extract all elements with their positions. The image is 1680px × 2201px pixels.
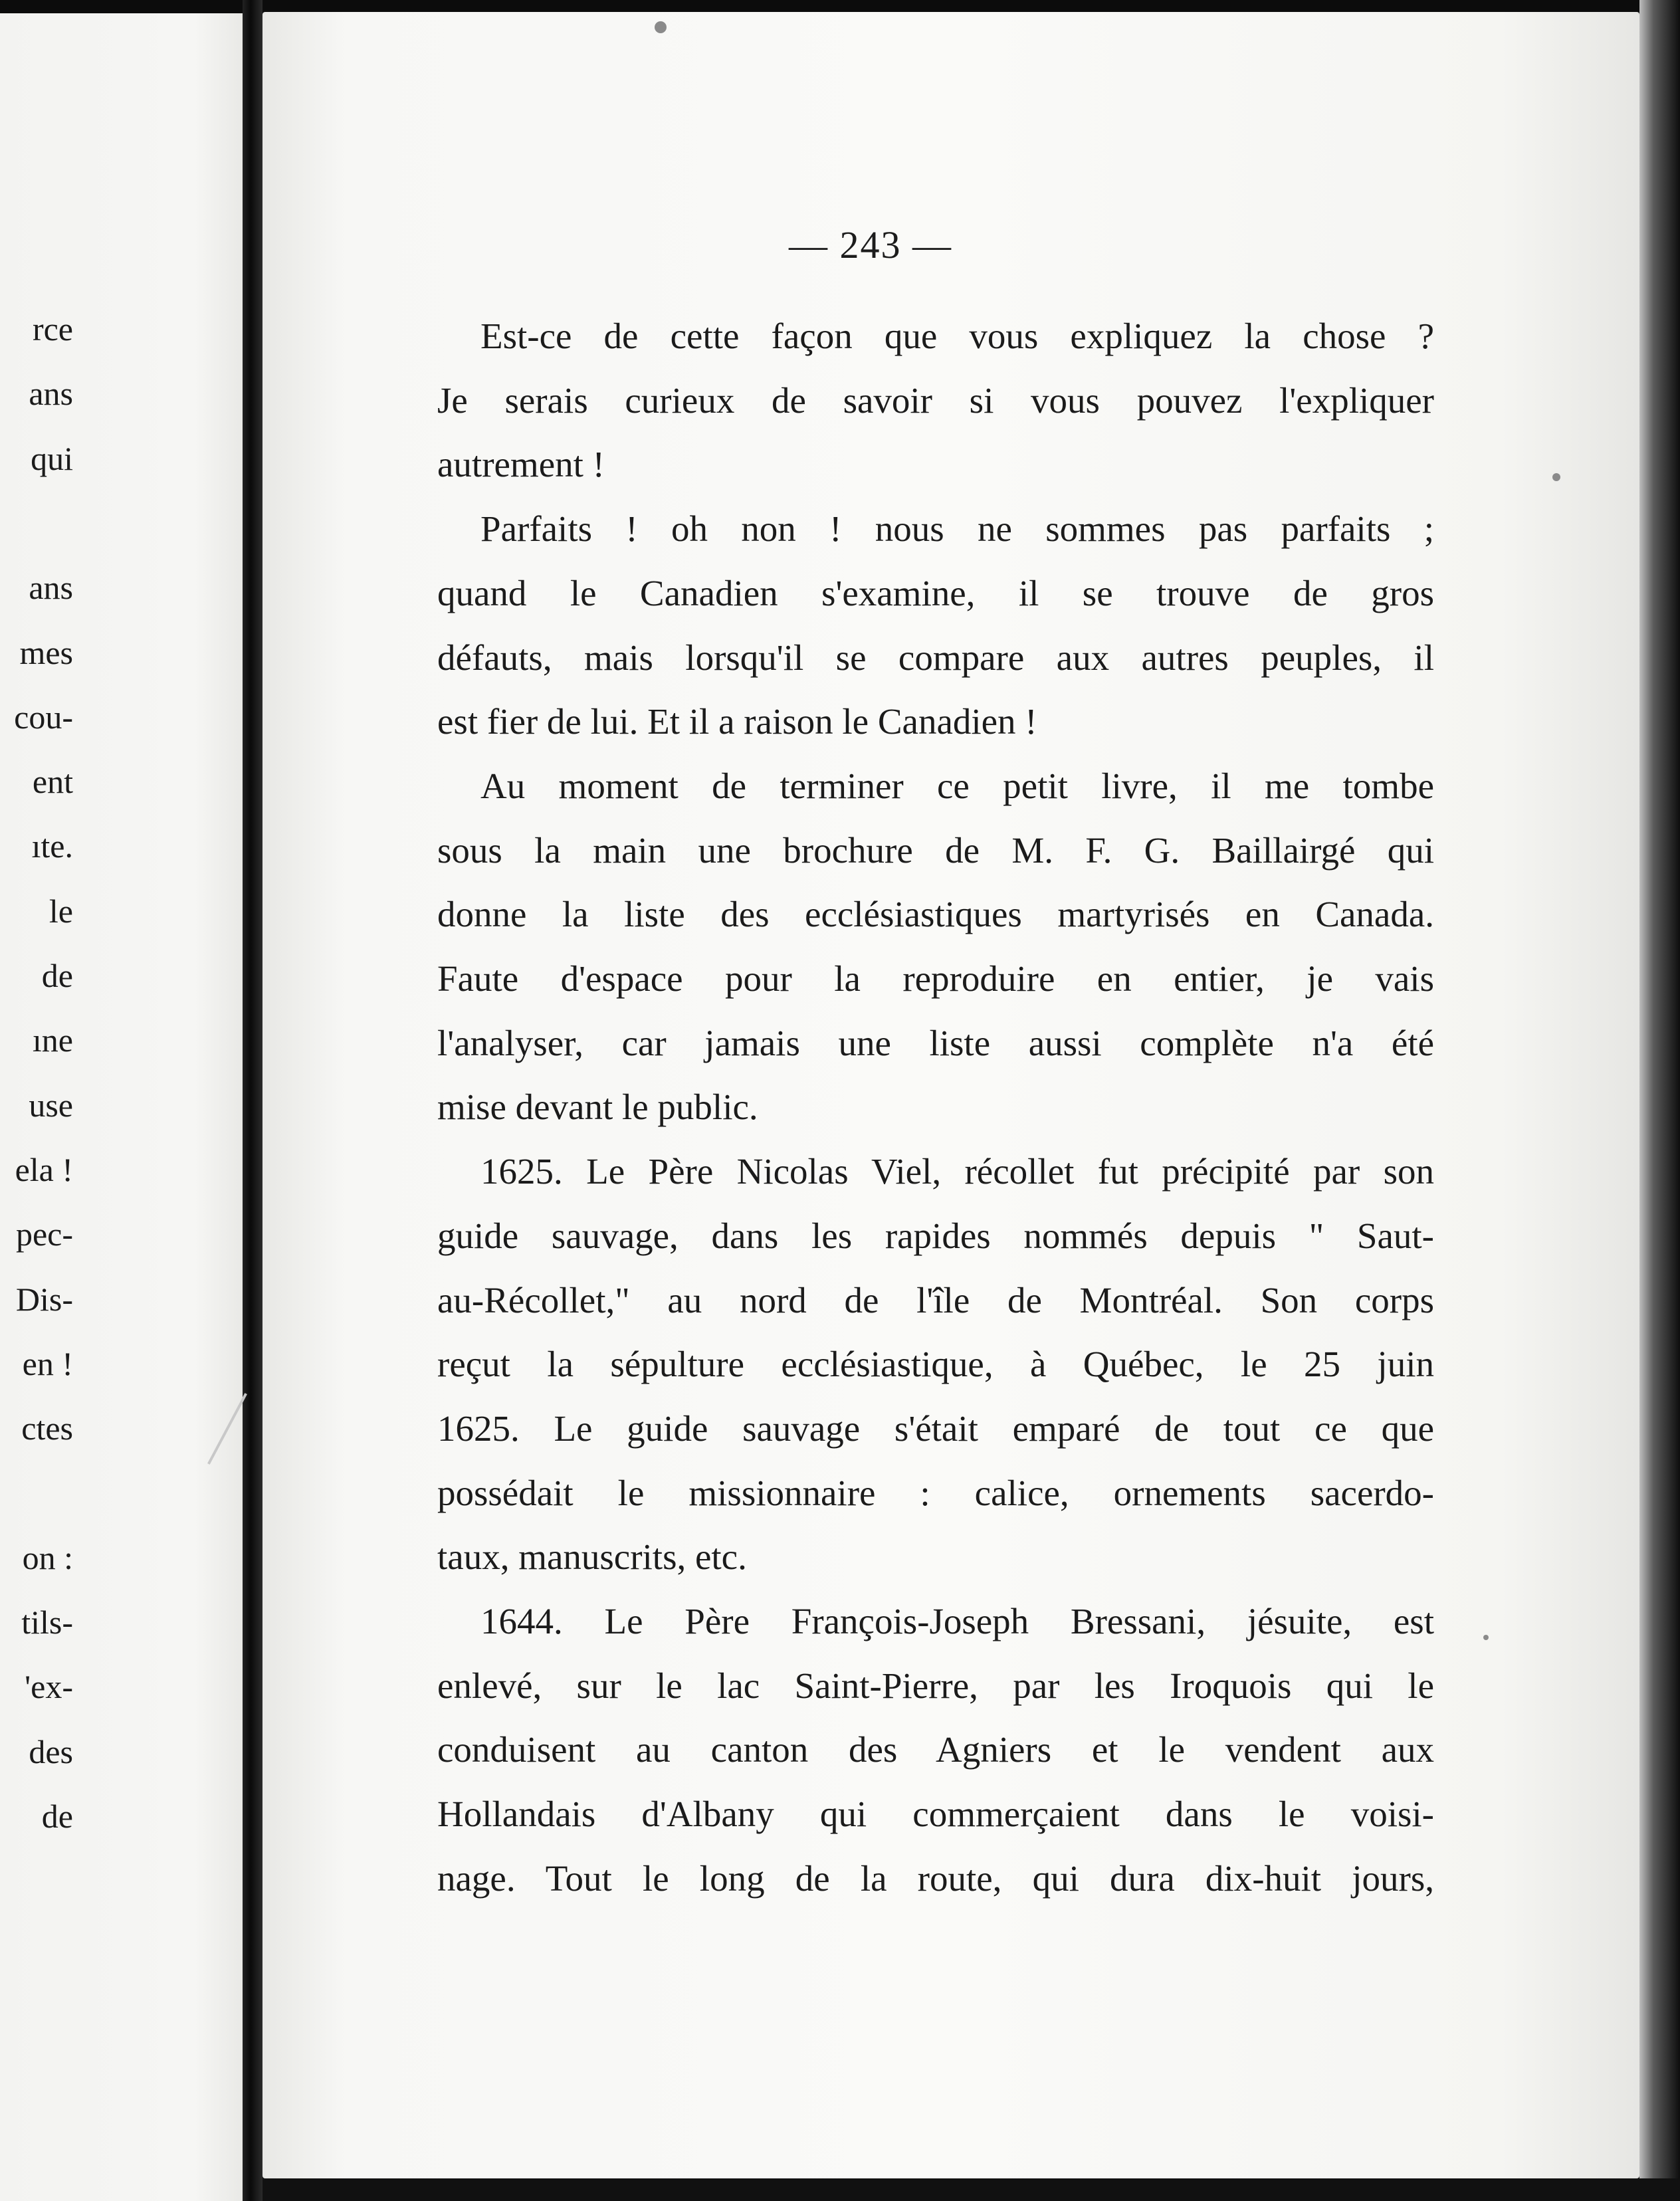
text-line: Est-ce de cette façon que vous expliquez la chose ? <box>480 316 1434 356</box>
text-line: est fier de lui. Et il a raison le Canadien ! <box>437 701 1037 742</box>
text-line: Faute d'espace pour la reproduire en entier, je vais <box>437 958 1434 999</box>
scan-speck <box>1552 473 1560 481</box>
left-page-line-fragment: rce <box>32 310 73 348</box>
left-page-line-fragment: ıne <box>32 1021 73 1059</box>
page-number: — 243 — <box>789 223 952 266</box>
left-page-line-fragment: de <box>41 1797 73 1835</box>
left-page-line-fragment: ctes <box>21 1410 73 1447</box>
left-page-line-fragment: le <box>49 892 73 930</box>
left-page-line-fragment: qui <box>31 439 73 477</box>
paragraph <box>437 497 1434 754</box>
page-body-text <box>437 304 1434 1911</box>
text-line: sous la main une brochure de M. F. G. Baillairgé qui <box>437 829 1434 871</box>
text-line: défauts, mais lorsqu'il se compare aux autres peuples, il <box>437 637 1434 678</box>
left-page-line-fragment: cou- <box>14 698 73 736</box>
scan-speck <box>1483 1635 1489 1640</box>
scan-speck <box>655 21 667 33</box>
paragraph <box>437 1590 1434 1911</box>
text-line: 1625. Le guide sauvage s'était emparé de tout ce que <box>437 1408 1434 1449</box>
paragraph <box>437 304 1434 497</box>
text-line: possédait le missionnaire : calice, ornements sacerdo- <box>437 1472 1434 1513</box>
left-page-line-fragment: ans <box>29 375 73 413</box>
left-page-line-fragment: pec- <box>15 1215 73 1253</box>
text-line: guide sauvage, dans les rapides nommés depuis " Saut- <box>437 1215 1434 1256</box>
left-page-line-fragment: de <box>41 957 73 994</box>
text-line: au-Récollet," au nord de l'île de Montréal. Son corps <box>437 1279 1434 1320</box>
previous-page-edge <box>0 13 243 2201</box>
left-page-line-fragment: en ! <box>22 1344 73 1382</box>
paragraph <box>437 754 1434 1140</box>
left-page-line-fragment: des <box>29 1732 73 1770</box>
left-page-line-fragment: Dis- <box>15 1280 73 1318</box>
text-line: Je serais curieux de savoir si vous pouvez l'expliquer <box>437 379 1434 421</box>
text-line: mise devant le public. <box>437 1087 758 1128</box>
text-line: Hollandais d'Albany qui commerçaient dans le voisi- <box>437 1794 1434 1835</box>
left-page-line-fragment: tils- <box>21 1604 73 1641</box>
text-line: taux, manuscrits, etc. <box>437 1536 747 1578</box>
text-line: nage. Tout le long de la route, qui dura dix-huit jours, <box>437 1857 1434 1899</box>
text-line: quand le Canadien s'examine, il se trouve de gros <box>437 572 1434 613</box>
scan-bottom-border <box>262 2178 1680 2201</box>
left-page-line-fragment: ent <box>32 763 73 801</box>
text-line: autrement ! <box>437 444 605 485</box>
left-page-line-fragment: ıte. <box>31 827 73 865</box>
left-page-line-fragment: use <box>29 1086 73 1124</box>
paragraph <box>437 1140 1434 1590</box>
book-gutter <box>243 0 262 2201</box>
left-page-line-fragment: ela ! <box>15 1150 73 1188</box>
text-line: Au moment de terminer ce petit livre, il me tombe <box>480 765 1434 806</box>
text-line: conduisent au canton des Agniers et le vendent aux <box>437 1729 1434 1770</box>
text-line: Parfaits ! oh non ! nous ne sommes pas parfaits ; <box>480 508 1434 550</box>
text-line: enlevé, sur le lac Saint-Pierre, par les Iroquois qui le <box>437 1665 1434 1706</box>
left-page-line-fragment: 'ex- <box>25 1668 73 1706</box>
left-page-line-fragment: on : <box>22 1538 73 1576</box>
page-right-edge-shadow <box>1639 0 1680 2201</box>
text-line: 1625. Le Père Nicolas Viel, récollet fut précipité par son <box>480 1151 1434 1192</box>
text-line: reçut la sépulture ecclésiastique, à Québec, le 25 juin <box>437 1344 1434 1385</box>
left-page-line-fragment: mes <box>19 633 73 671</box>
text-line: 1644. Le Père François-Joseph Bressani, jésuite, est <box>480 1601 1434 1642</box>
text-line: l'analyser, car jamais une liste aussi complète n'a été <box>437 1022 1434 1063</box>
left-page-line-fragment: ans <box>29 569 73 607</box>
text-line: donne la liste des ecclésiastiques martyrisés en Canada. <box>437 894 1434 935</box>
